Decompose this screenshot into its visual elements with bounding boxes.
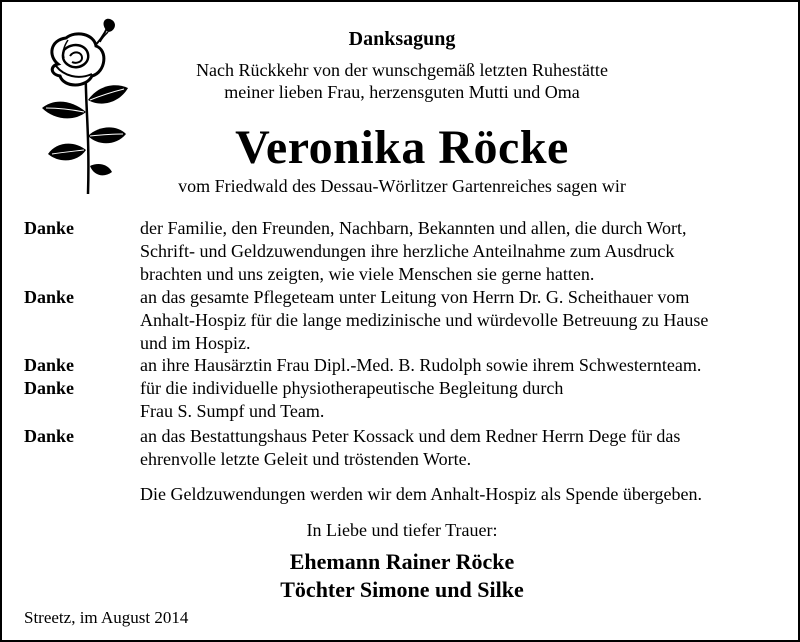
signature-daughters: Töchter Simone und Silke	[280, 577, 524, 602]
thanks-line: Anhalt-Hospiz für die lange medizinische und würdevolle Betreuung zu Hause	[140, 310, 709, 330]
thanks-label: Danke	[24, 426, 75, 446]
thanks-line: der Familie, den Freunden, Nachbarn, Bekannten und allen, die durch Wort,	[140, 218, 687, 238]
closing-text: Die Geldzuwendungen werden wir dem Anhalt-Hospiz als Spende übergeben.	[140, 484, 703, 504]
thanks-line: ehrenvolle letzte Geleit und tröstenden Worte.	[140, 449, 472, 469]
intro-line-3: vom Friedwald des Dessau-Wörlitzer Gartenreiches sagen wir	[178, 176, 626, 196]
thanks-line: Schrift- und Geldzuwendungen ihre herzliche Anteilnahme zum Ausdruck	[140, 241, 675, 261]
thanks-label: Danke	[24, 218, 75, 238]
thanks-label: Danke	[24, 378, 75, 398]
thanks-line: Frau S. Sumpf und Team.	[140, 401, 325, 421]
intro-line-1: Nach Rückkehr von der wunschgemäß letzten Ruhestätte	[196, 60, 608, 80]
signature-husband: Ehemann Rainer Röcke	[289, 549, 515, 574]
thanks-line: an das gesamte Pflegeteam unter Leitung von Herrn Dr. G. Scheithauer vom	[140, 287, 690, 307]
thanks-label: Danke	[24, 355, 75, 375]
thanks-line: an das Bestattungshaus Peter Kossack und dem Redner Herrn Dege für das	[140, 426, 681, 446]
mourning-line: In Liebe und tiefer Trauer:	[306, 520, 498, 540]
thanks-label: Danke	[24, 287, 75, 307]
notice-title: Danksagung	[348, 28, 456, 50]
thanks-line: für die individuelle physiotherapeutische Begleitung durch	[140, 378, 564, 398]
deceased-name: Veronika Röcke	[235, 121, 569, 174]
thanks-line: und im Hospiz.	[140, 333, 251, 353]
intro-line-2: meiner lieben Frau, herzensguten Mutti und Oma	[224, 82, 580, 102]
thanks-line: an ihre Hausärztin Frau Dipl.-Med. B. Rudolph sowie ihrem Schwesternteam.	[140, 355, 702, 375]
place-date: Streetz, im August 2014	[24, 608, 189, 627]
thanks-line: brachten und uns zeigten, wie viele Menschen sie gerne hatten.	[140, 264, 595, 284]
